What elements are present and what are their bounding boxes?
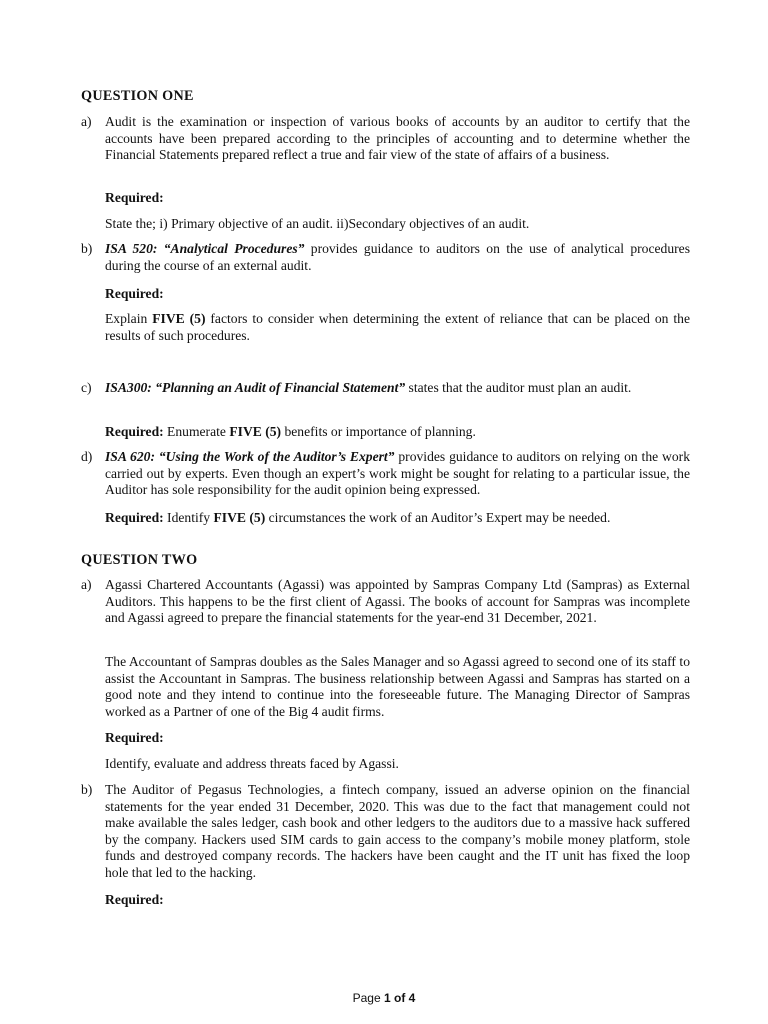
q1-b-task-pre: Explain bbox=[105, 311, 153, 326]
q2-a-paragraph-2: The Accountant of Sampras doubles as the Sales Manager and so Agassi agreed to second one of its staff to assist the Accountant in Sampras. The business relationship between Agassi and Sampras has started on a good note and they intend to continue into the foreseeable future. The Managing Director of Sampras worked as a Partner of one of the Big 4 audit firms. bbox=[105, 654, 690, 719]
q2-part-b bbox=[81, 782, 690, 881]
q1-a-required: Required: bbox=[105, 190, 164, 205]
page-footer bbox=[0, 990, 768, 1007]
q2-b-label: b) bbox=[81, 782, 93, 797]
question-one-heading: QUESTION ONE bbox=[81, 88, 194, 104]
q1-d-description: provides guidance to auditors on relying on the work carried out by experts. Even though an expert’s work might be sought for relating to a particular issue, the Auditor has sole responsibility for the audit opinion being expressed. bbox=[105, 449, 690, 497]
footer-page-number: 1 bbox=[383, 991, 391, 1005]
q1-a-label: a) bbox=[81, 114, 92, 129]
q1-c-task-pre: Enumerate bbox=[163, 424, 230, 439]
q1-part-b bbox=[81, 241, 690, 274]
q2-part-a bbox=[81, 577, 690, 627]
q1-d-task-post: circumstances the work of an Auditor’s Expert may be needed. bbox=[265, 510, 611, 525]
q1-d-task bbox=[105, 510, 690, 527]
q1-part-a bbox=[81, 114, 690, 164]
q2-b-text: The Auditor of Pegasus Technologies, a fintech company, issued an adverse opinion on the financial statements for the year ended 31 December, 2020. This was due to the fact that management could not make available the sales ledger, cash book and other ledgers to the auditors due to a massive hack suffered by the company. Hackers used SIM cards to gain access to the company’s mobile money platform, stole funds and destroyed company records. The hackers have been caught and the IT unit has fixed the loop hole that led to the hacking. bbox=[105, 782, 690, 880]
question-two-heading: QUESTION TWO bbox=[81, 552, 198, 568]
footer-page-total: 4 bbox=[408, 991, 416, 1005]
q1-part-c bbox=[81, 380, 690, 397]
q1-b-required: Required: bbox=[105, 286, 164, 301]
q1-b-task bbox=[105, 311, 690, 344]
q1-part-d bbox=[81, 449, 690, 499]
footer-page-word: Page bbox=[352, 991, 384, 1005]
q1-b-label: b) bbox=[81, 241, 93, 256]
q1-c-task bbox=[105, 424, 690, 441]
q1-b-description: provides guidance to auditors on the use of analytical procedures during the course of an external audit. bbox=[105, 241, 690, 273]
q2-a-text: Agassi Chartered Accountants (Agassi) was appointed by Sampras Company Ltd (Sampras) as External Auditors. This happens to be the first client of Agassi. The books of account for Sampras was incomplete and Agassi agreed to prepare the financial statements for the year-end 31 December, 2021. bbox=[105, 577, 690, 625]
q1-c-description: states that the auditor must plan an audit. bbox=[405, 380, 632, 395]
q1-d-task-count: FIVE (5) bbox=[213, 510, 266, 525]
q1-d-label: d) bbox=[81, 449, 93, 464]
q1-c-label: c) bbox=[81, 380, 92, 395]
q1-c-reference: ISA300: “Planning an Audit of Financial Statement” bbox=[105, 380, 406, 395]
q1-b-task-count: FIVE (5) bbox=[152, 311, 206, 326]
q1-c-required: Required: bbox=[105, 424, 164, 439]
q1-b-text bbox=[105, 241, 690, 274]
footer-of-word: of bbox=[390, 991, 409, 1005]
q1-d-reference: ISA 620: “Using the Work of the Auditor’s Expert” bbox=[105, 449, 395, 464]
q2-a-label: a) bbox=[81, 577, 92, 592]
q1-c-task-post: benefits or importance of planning. bbox=[281, 424, 476, 439]
q1-a-text: Audit is the examination or inspection of various books of accounts by an auditor to certify that the accounts have been prepared according to the principles of accounting and to determine whether the Financial Statements prepared reflect a true and fair view of the state of affairs of a business. bbox=[105, 114, 690, 162]
q2-a-required: Required: bbox=[105, 730, 164, 745]
q1-a-task: State the; i) Primary objective of an audit. ii)Secondary objectives of an audit. bbox=[105, 216, 530, 231]
q1-d-task-pre: Identify bbox=[163, 510, 214, 525]
q2-a-task: Identify, evaluate and address threats faced by Agassi. bbox=[105, 756, 399, 771]
q1-d-text bbox=[105, 449, 690, 499]
q1-d-required: Required: bbox=[105, 510, 164, 525]
q1-b-task-post: factors to consider when determining the extent of reliance that can be placed on the results of such procedures. bbox=[105, 311, 691, 343]
q1-c-text bbox=[105, 380, 690, 397]
q1-c-task-count: FIVE (5) bbox=[229, 424, 282, 439]
q2-b-required: Required: bbox=[105, 892, 164, 907]
q1-b-reference: ISA 520: “Analytical Procedures” bbox=[105, 241, 305, 256]
